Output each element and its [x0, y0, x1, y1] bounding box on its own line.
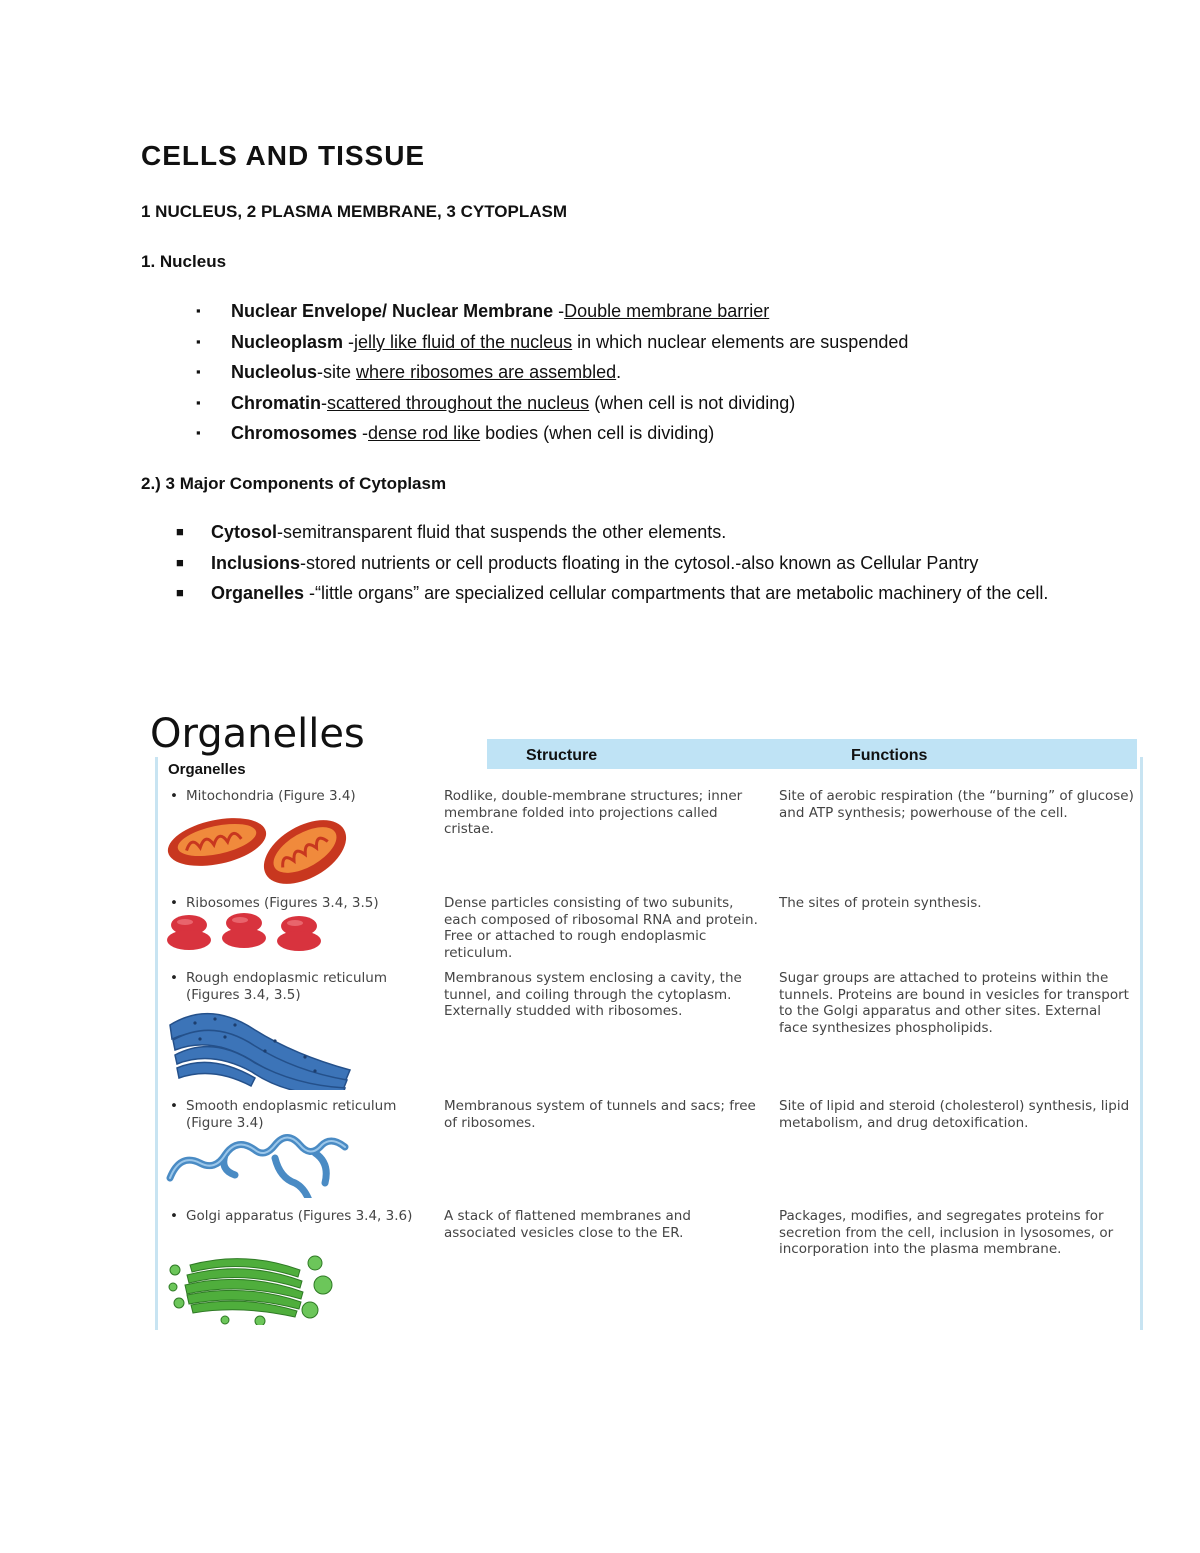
figure-title: Organelles — [150, 711, 365, 757]
square-bullet-icon: ▪ — [196, 333, 201, 349]
section-heading-cytoplasm: 2.) 3 Major Components of Cytoplasm — [141, 474, 447, 493]
ribosomes-icon — [165, 913, 345, 953]
organelles-figure — [150, 705, 1145, 1330]
smooth-er-icon — [165, 1133, 355, 1198]
square-bullet-icon: ■ — [176, 554, 184, 570]
list-item: ▪ Nuclear Envelope/ Nuclear Membrane -Double membrane barrier — [231, 296, 1131, 327]
golgi-apparatus-icon — [165, 1245, 345, 1325]
list-item: ▪ Nucleoplasm -jelly like fluid of the nucleus in which nuclear elements are suspended — [231, 327, 1131, 358]
organelle-structure: Membranous system of tunnels and sacs; free of ribosomes. — [444, 1098, 756, 1131]
organelle-structure: A stack of flattened membranes and associated vesicles close to the ER. — [444, 1208, 691, 1241]
column-header-organelles: Organelles — [168, 761, 246, 778]
list-item: ▪ Nucleolus-site where ribosomes are assembled. — [231, 357, 1131, 388]
organelle-function: Sugar groups are attached to proteins within the tunnels. Proteins are bound in vesicles for transport to the Golgi apparatus and other sites. External face synthesizes phospholipids. — [779, 970, 1129, 1036]
list-item: ▪ Chromosomes -dense rod like bodies (when cell is dividing) — [231, 418, 1131, 449]
organelle-structure: Membranous system enclosing a cavity, the tunnel, and coiling through the cytoplasm. Externally studded with ribosomes. — [444, 970, 742, 1019]
cytoplasm-list — [176, 517, 1071, 609]
square-bullet-icon: ■ — [176, 524, 184, 539]
mitochondria-icon — [165, 810, 355, 890]
organelle-structure: Rodlike, double-membrane structures; inner membrane folded into projections called cristae. — [444, 788, 743, 837]
square-bullet-icon: ▪ — [196, 425, 201, 440]
section-heading-nucleus: 1. Nucleus — [141, 252, 227, 271]
list-item: ■ Organelles -“little organs” are specialized cellular compartments that are metabolic machinery of the cell. — [211, 578, 1071, 609]
organelle-structure: Dense particles consisting of two subunits, each composed of ribosomal RNA and protein. Free or attached to rough endoplasmic reticulum. — [444, 895, 758, 961]
rough-er-icon — [165, 1005, 355, 1090]
square-bullet-icon: ▪ — [196, 303, 201, 318]
square-bullet-icon: ▪ — [196, 394, 201, 410]
document-title: CELLS AND TISSUE — [141, 140, 426, 171]
organelle-name: • Golgi apparatus (Figures 3.4, 3.6) — [170, 1208, 413, 1224]
document-subtitle: 1 NUCLEUS, 2 PLASMA MEMBRANE, 3 CYTOPLASM — [141, 202, 567, 221]
column-header-structure: Structure — [526, 747, 598, 764]
square-bullet-icon: ▪ — [196, 364, 201, 379]
list-item: ▪ Chromatin-scattered throughout the nucleus (when cell is not dividing) — [231, 388, 1131, 419]
organelle-function: Site of aerobic respiration (the “burning” of glucose) and ATP synthesis; powerhouse of the cell. — [779, 788, 1134, 821]
organelle-name: • Rough endoplasmic reticulum (Figures 3.4, 3.5) — [170, 970, 387, 1003]
column-header-functions: Functions — [851, 747, 928, 764]
square-bullet-icon: ■ — [176, 585, 184, 600]
organelle-name: • Smooth endoplasmic reticulum (Figure 3.4) — [170, 1098, 397, 1131]
organelle-name: • Ribosomes (Figures 3.4, 3.5) — [170, 895, 379, 911]
organelle-name: • Mitochondria (Figure 3.4) — [170, 788, 356, 804]
organelle-function: The sites of protein synthesis. — [779, 895, 982, 911]
nucleus-list — [196, 296, 1131, 449]
organelle-function: Site of lipid and steroid (cholesterol) synthesis, lipid metabolism, and drug detoxification. — [779, 1098, 1130, 1131]
list-item: ■ Cytosol-semitransparent fluid that suspends the other elements. — [211, 517, 1071, 548]
organelle-function: Packages, modifies, and segregates proteins for secretion from the cell, inclusion in lysosomes, or incorporation into the plasma membrane. — [779, 1208, 1114, 1257]
list-item: ■ Inclusions-stored nutrients or cell products floating in the cytosol.-also known as Cellular Pantry — [211, 548, 1071, 579]
